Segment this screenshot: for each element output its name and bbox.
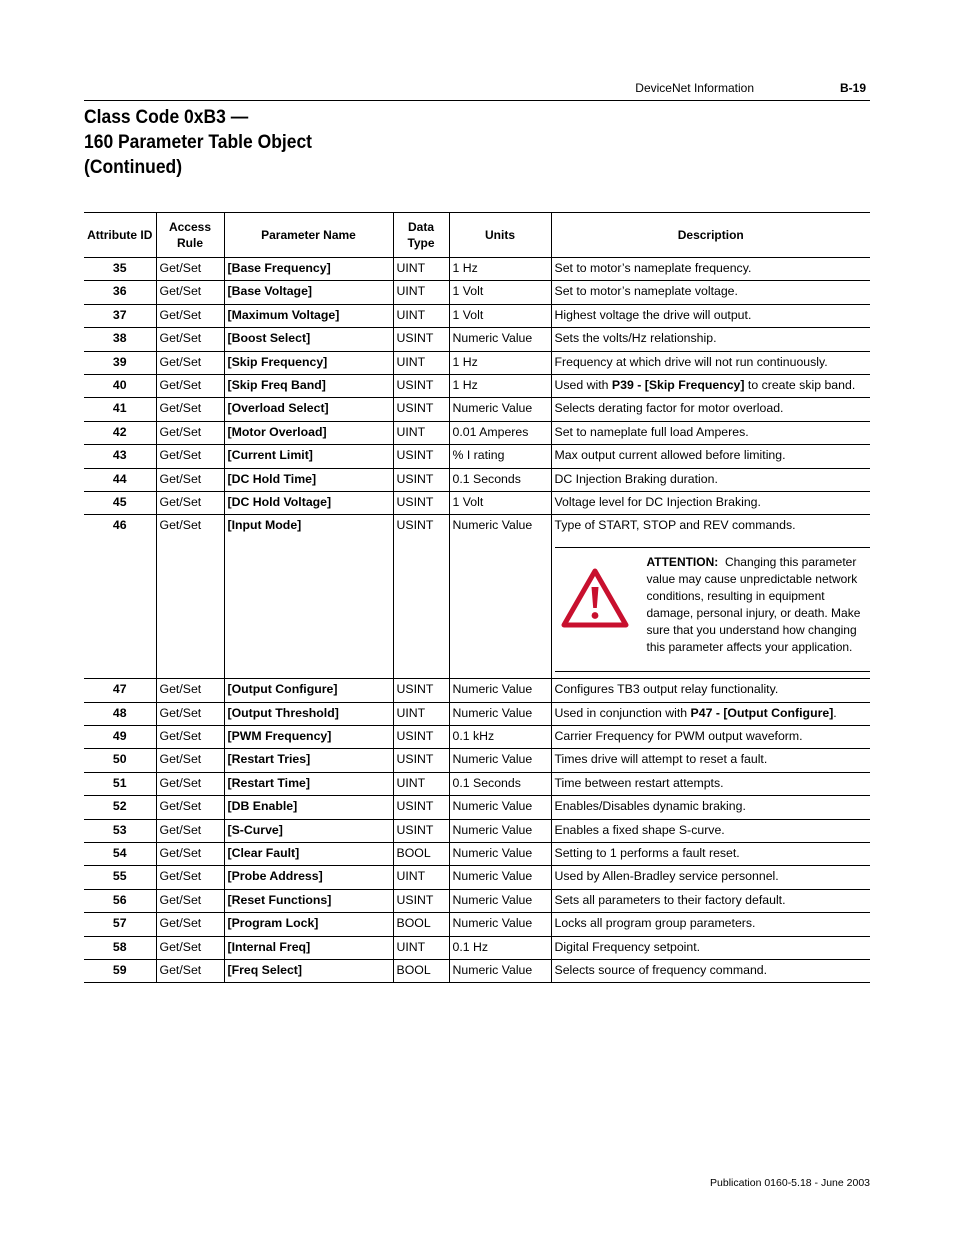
units-cell: Numeric Value — [449, 819, 551, 842]
description-cell — [551, 351, 870, 374]
access-rule-cell: Get/Set — [156, 468, 224, 491]
table-row — [84, 304, 870, 327]
table-row — [84, 819, 870, 842]
data-type-cell: USINT — [393, 889, 449, 912]
publication-footer: Publication 0160-5.18 - June 2003 — [710, 1177, 870, 1189]
access-rule-cell: Get/Set — [156, 679, 224, 702]
access-rule-cell: Get/Set — [156, 843, 224, 866]
data-type-cell: UINT — [393, 258, 449, 281]
units-cell: Numeric Value — [449, 843, 551, 866]
table-row — [84, 772, 870, 795]
attribute-id-cell: 55 — [84, 866, 156, 889]
parameter-name-cell: [Program Lock] — [224, 913, 393, 936]
table-row — [84, 936, 870, 959]
description-cell — [551, 515, 870, 679]
attribute-id-cell: 47 — [84, 679, 156, 702]
units-cell: Numeric Value — [449, 749, 551, 772]
data-type-cell: UINT — [393, 936, 449, 959]
access-rule-cell: Get/Set — [156, 445, 224, 468]
parameter-name-cell: [Base Frequency] — [224, 258, 393, 281]
data-type-cell: UINT — [393, 304, 449, 327]
description-text: Enables a fixed shape S-curve. — [554, 822, 725, 837]
description-text: Frequency at which drive will not run continuously. — [554, 354, 828, 369]
description-cell — [551, 328, 870, 351]
units-cell: Numeric Value — [449, 515, 551, 679]
data-type-cell: USINT — [393, 491, 449, 514]
table-row — [84, 866, 870, 889]
units-cell: Numeric Value — [449, 796, 551, 819]
attribute-id-cell: 43 — [84, 445, 156, 468]
table-row — [84, 258, 870, 281]
units-cell: Numeric Value — [449, 328, 551, 351]
description-text: Times drive will attempt to reset a fault. — [554, 752, 768, 767]
attribute-id-cell: 50 — [84, 749, 156, 772]
table-header-row — [84, 213, 870, 258]
description-text: Time between restart attempts. — [554, 775, 724, 790]
parameter-name-cell: [Probe Address] — [224, 866, 393, 889]
attribute-id-cell: 45 — [84, 491, 156, 514]
description-text: Highest voltage the drive will output. — [554, 307, 752, 322]
parameter-table — [84, 212, 870, 983]
description-text: Carrier Frequency for PWM output waveform. — [554, 729, 803, 744]
description-cell — [551, 749, 870, 772]
data-type-cell: USINT — [393, 398, 449, 421]
description-cell — [551, 889, 870, 912]
attribute-id-cell: 44 — [84, 468, 156, 491]
description-cell — [551, 702, 870, 725]
access-rule-cell: Get/Set — [156, 258, 224, 281]
attribute-id-cell: 37 — [84, 304, 156, 327]
attribute-id-cell: 46 — [84, 515, 156, 679]
data-type-cell: BOOL — [393, 913, 449, 936]
table-body — [84, 258, 870, 983]
units-cell: Numeric Value — [449, 679, 551, 702]
parameter-name-cell: [Skip Freq Band] — [224, 374, 393, 397]
header-page-number: B-19 — [839, 81, 866, 95]
access-rule-cell: Get/Set — [156, 749, 224, 772]
units-cell: Numeric Value — [449, 866, 551, 889]
parameter-name-cell: [Restart Time] — [224, 772, 393, 795]
units-cell: 1 Hz — [449, 374, 551, 397]
units-cell: 0.1 Hz — [449, 936, 551, 959]
description-text: to create skip band. — [744, 377, 856, 392]
description-cell — [551, 959, 870, 982]
description-cell — [551, 936, 870, 959]
description-cell — [551, 468, 870, 491]
description-cell — [551, 772, 870, 795]
parameter-name-cell: [DB Enable] — [224, 796, 393, 819]
units-cell: 1 Hz — [449, 258, 551, 281]
table-row — [84, 374, 870, 397]
table-row — [84, 398, 870, 421]
description-cell — [551, 796, 870, 819]
units-cell: 1 Volt — [449, 281, 551, 304]
description-text: Set to motor’s nameplate frequency. — [554, 261, 752, 275]
access-rule-cell: Get/Set — [156, 702, 224, 725]
table-row — [84, 351, 870, 374]
units-cell: 0.1 kHz — [449, 726, 551, 749]
data-type-cell: UINT — [393, 772, 449, 795]
access-rule-cell: Get/Set — [156, 866, 224, 889]
access-rule-cell: Get/Set — [156, 491, 224, 514]
attention-message: Changing this parameter value may cause unpredictable network conditions, resulting in equipment damage, personal injury, or death. Make sure that you understand how changing this parameter affects your application. — [646, 555, 861, 655]
description-text: Set to motor’s nameplate voltage. — [554, 284, 738, 299]
parameter-reference: P39 - [Skip Frequency] — [611, 377, 745, 392]
data-type-cell: BOOL — [393, 959, 449, 982]
description-text: Used in conjunction with — [554, 705, 691, 720]
units-cell: Numeric Value — [449, 889, 551, 912]
parameter-name-cell: [Clear Fault] — [224, 843, 393, 866]
attribute-id-cell: 48 — [84, 702, 156, 725]
access-rule-cell: Get/Set — [156, 304, 224, 327]
description-cell — [551, 913, 870, 936]
description-cell — [551, 866, 870, 889]
parameter-name-cell: [Base Voltage] — [224, 281, 393, 304]
data-type-cell: USINT — [393, 726, 449, 749]
data-type-cell: UINT — [393, 866, 449, 889]
description-text: Digital Frequency setpoint. — [554, 939, 701, 954]
units-cell: 1 Volt — [449, 304, 551, 327]
table-row — [84, 702, 870, 725]
title-line-3: (Continued) — [84, 157, 183, 178]
description-text: Setting to 1 performs a fault reset. — [554, 846, 740, 861]
attribute-id-cell: 59 — [84, 959, 156, 982]
data-type-cell: UINT — [393, 281, 449, 304]
access-rule-cell: Get/Set — [156, 398, 224, 421]
description-cell — [551, 374, 870, 397]
parameter-name-cell: [DC Hold Voltage] — [224, 491, 393, 514]
parameter-name-cell: [Overload Select] — [224, 398, 393, 421]
column-header: Data Type — [393, 213, 449, 258]
access-rule-cell: Get/Set — [156, 726, 224, 749]
description-text: Sets the volts/Hz relationship. — [554, 331, 717, 346]
column-header: Units — [449, 213, 551, 258]
attribute-id-cell: 40 — [84, 374, 156, 397]
units-cell: 0.1 Seconds — [449, 468, 551, 491]
attribute-id-cell: 36 — [84, 281, 156, 304]
data-type-cell: USINT — [393, 679, 449, 702]
description-text: Max output current allowed before limiting. — [554, 448, 786, 463]
attribute-id-cell: 49 — [84, 726, 156, 749]
data-type-cell: USINT — [393, 819, 449, 842]
description-text: Type of START, STOP and REV commands. — [554, 518, 796, 533]
attribute-id-cell: 58 — [84, 936, 156, 959]
table-row — [84, 468, 870, 491]
units-cell: 1 Volt — [449, 491, 551, 514]
warning-triangle-icon — [561, 568, 629, 628]
units-cell: 0.1 Seconds — [449, 772, 551, 795]
table-row — [84, 679, 870, 702]
units-cell: Numeric Value — [449, 398, 551, 421]
access-rule-cell: Get/Set — [156, 515, 224, 679]
description-text: DC Injection Braking duration. — [554, 471, 718, 486]
attribute-id-cell: 38 — [84, 328, 156, 351]
units-cell: Numeric Value — [449, 702, 551, 725]
parameter-name-cell: [Output Configure] — [224, 679, 393, 702]
description-cell — [551, 281, 870, 304]
attribute-id-cell: 41 — [84, 398, 156, 421]
data-type-cell: USINT — [393, 328, 449, 351]
access-rule-cell: Get/Set — [156, 328, 224, 351]
data-type-cell: USINT — [393, 796, 449, 819]
access-rule-cell: Get/Set — [156, 819, 224, 842]
parameter-name-cell: [Internal Freq] — [224, 936, 393, 959]
table-row — [84, 421, 870, 444]
units-cell: Numeric Value — [449, 913, 551, 936]
attribute-id-cell: 57 — [84, 913, 156, 936]
title-line-1: Class Code 0xB3 — — [84, 107, 249, 128]
data-type-cell: UINT — [393, 702, 449, 725]
table-row — [84, 959, 870, 982]
table-row — [84, 491, 870, 514]
description-cell — [551, 679, 870, 702]
description-text: Sets all parameters to their factory default. — [554, 892, 786, 907]
header-section-title: DeviceNet Information — [635, 81, 754, 95]
description-text: Locks all program group parameters. — [554, 916, 756, 931]
parameter-name-cell: [Motor Overload] — [224, 421, 393, 444]
access-rule-cell: Get/Set — [156, 913, 224, 936]
parameter-name-cell: [Output Threshold] — [224, 702, 393, 725]
description-text: Used by Allen-Bradley service personnel. — [554, 869, 779, 884]
units-cell: 0.01 Amperes — [449, 421, 551, 444]
parameter-name-cell: [PWM Frequency] — [224, 726, 393, 749]
access-rule-cell: Get/Set — [156, 281, 224, 304]
description-cell — [551, 843, 870, 866]
data-type-cell: USINT — [393, 468, 449, 491]
description-text: Used with — [554, 377, 612, 392]
data-type-cell: USINT — [393, 445, 449, 468]
attention-box — [555, 547, 871, 672]
table-row — [84, 749, 870, 772]
column-header: Parameter Name — [224, 213, 393, 258]
access-rule-cell: Get/Set — [156, 796, 224, 819]
attention-label: ATTENTION: — [646, 555, 719, 570]
title-line-2: 160 Parameter Table Object — [84, 132, 313, 153]
parameter-name-cell: [Maximum Voltage] — [224, 304, 393, 327]
column-header: Attribute ID — [84, 213, 156, 258]
column-header: Description — [551, 213, 870, 258]
parameter-name-cell: [Skip Frequency] — [224, 351, 393, 374]
access-rule-cell: Get/Set — [156, 351, 224, 374]
access-rule-cell: Get/Set — [156, 772, 224, 795]
description-text: Set to nameplate full load Amperes. — [554, 424, 749, 439]
description-text: Configures TB3 output relay functionality. — [554, 682, 779, 697]
units-cell: Numeric Value — [449, 959, 551, 982]
description-cell — [551, 445, 870, 468]
attribute-id-cell: 39 — [84, 351, 156, 374]
attribute-id-cell: 54 — [84, 843, 156, 866]
attribute-id-cell: 52 — [84, 796, 156, 819]
attention-text — [647, 554, 865, 656]
description-text: Selects source of frequency command. — [554, 962, 768, 977]
units-cell: % I rating — [449, 445, 551, 468]
attribute-id-cell: 51 — [84, 772, 156, 795]
parameter-name-cell: [Input Mode] — [224, 515, 393, 679]
table-row — [84, 445, 870, 468]
description-cell — [551, 398, 870, 421]
column-header: Access Rule — [156, 213, 224, 258]
description-cell — [551, 726, 870, 749]
parameter-name-cell: [Reset Functions] — [224, 889, 393, 912]
data-type-cell: UINT — [393, 351, 449, 374]
units-cell: 1 Hz — [449, 351, 551, 374]
attribute-id-cell: 42 — [84, 421, 156, 444]
access-rule-cell: Get/Set — [156, 959, 224, 982]
data-type-cell: USINT — [393, 749, 449, 772]
attribute-id-cell: 53 — [84, 819, 156, 842]
description-text: Selects derating factor for motor overload. — [554, 401, 784, 416]
parameter-name-cell: [Freq Select] — [224, 959, 393, 982]
attribute-id-cell: 35 — [84, 258, 156, 281]
data-type-cell: USINT — [393, 515, 449, 679]
description-cell — [551, 491, 870, 514]
table-row — [84, 796, 870, 819]
description-cell — [551, 421, 870, 444]
access-rule-cell: Get/Set — [156, 889, 224, 912]
description-text: . — [833, 705, 837, 720]
data-type-cell: USINT — [393, 374, 449, 397]
data-type-cell: UINT — [393, 421, 449, 444]
table-row — [84, 328, 870, 351]
access-rule-cell: Get/Set — [156, 374, 224, 397]
parameter-name-cell: [Boost Select] — [224, 328, 393, 351]
access-rule-cell: Get/Set — [156, 936, 224, 959]
description-cell — [551, 819, 870, 842]
data-type-cell: BOOL — [393, 843, 449, 866]
parameter-reference: P47 - [Output Configure] — [690, 705, 834, 720]
parameter-name-cell: [DC Hold Time] — [224, 468, 393, 491]
parameter-name-cell: [S-Curve] — [224, 819, 393, 842]
description-cell — [551, 258, 870, 281]
access-rule-cell: Get/Set — [156, 421, 224, 444]
page-title — [84, 105, 312, 180]
table-row — [84, 889, 870, 912]
table-row — [84, 515, 870, 679]
description-text: Voltage level for DC Injection Braking. — [554, 494, 761, 509]
running-header — [84, 80, 870, 101]
table-row — [84, 843, 870, 866]
parameter-name-cell: [Current Limit] — [224, 445, 393, 468]
table-row — [84, 913, 870, 936]
table-row — [84, 281, 870, 304]
attribute-id-cell: 56 — [84, 889, 156, 912]
table-row — [84, 726, 870, 749]
description-text: Enables/Disables dynamic braking. — [554, 799, 746, 814]
description-cell — [551, 304, 870, 327]
parameter-name-cell: [Restart Tries] — [224, 749, 393, 772]
